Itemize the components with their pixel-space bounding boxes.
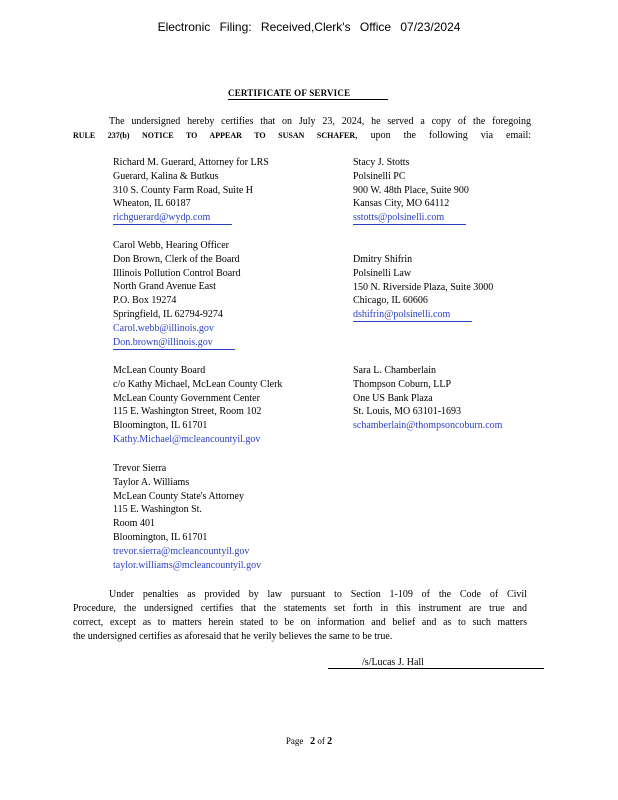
recipient-mclean-board <box>113 364 282 447</box>
recipient-line: McLean County State's Attorney <box>113 490 244 502</box>
email-link[interactable]: Kathy.Michael@mcleancountyil.gov <box>113 433 261 445</box>
recipient-line: One US Bank Plaza <box>353 392 433 404</box>
closing-line: the undersigned certifies as aforesaid that he verily believes the same to be true. <box>73 631 393 642</box>
recipient-shifrin <box>353 253 493 322</box>
recipient-line: McLean County Board <box>113 365 206 376</box>
email-link[interactable]: trevor.sierra@mcleancountyil.gov <box>113 545 250 557</box>
intro-line-1: The undersigned hereby certifies that on July 23, 2024, he served a copy of the foregoing <box>109 116 531 127</box>
email-link[interactable]: sstotts@polsinelli.com <box>353 212 466 225</box>
document-title: CERTIFICATE OF SERVICE <box>228 88 388 100</box>
recipient-line: Richard M. Guerard, Attorney for LRS <box>113 157 269 168</box>
recipient-line: 310 S. County Farm Road, Suite H <box>113 184 254 196</box>
recipient-line: Room 401 <box>113 518 155 530</box>
intro-line-2 <box>73 129 531 143</box>
recipient-line: Wheaton, IL 60187 <box>113 198 191 210</box>
recipient-pollution-board <box>113 239 241 350</box>
filing-stamp: Electronic Filing: Received,Clerk's Office 07/23/2024 <box>157 20 461 34</box>
email-link[interactable]: schamberlain@thompsoncoburn.com <box>353 420 503 432</box>
recipient-line: Trevor Sierra <box>113 463 167 474</box>
recipient-line: c/o Kathy Michael, McLean County Clerk <box>113 378 283 390</box>
recipient-line: 150 N. Riverside Plaza, Suite 3000 <box>353 281 494 293</box>
recipient-line: Dmitry Shifrin <box>353 254 413 265</box>
recipient-state-attorney <box>113 462 261 572</box>
recipient-line: Kansas City, MO 64112 <box>353 198 450 210</box>
signature-line: /s/Lucas J. Hall <box>328 657 544 669</box>
recipient-line: Bloomington, IL 61701 <box>113 420 208 432</box>
recipient-line: 900 W. 48th Place, Suite 900 <box>353 184 469 196</box>
recipient-line: Chicago, IL 60606 <box>353 295 428 307</box>
recipient-line: Bloomington, IL 61701 <box>113 531 208 543</box>
email-link[interactable]: taylor.williams@mcleancountyil.gov <box>113 559 262 571</box>
recipient-line: McLean County Government Center <box>113 392 260 404</box>
recipient-line: Springfield, IL 62794-9274 <box>113 308 223 320</box>
email-link[interactable]: Carol.webb@illinois.gov <box>113 322 214 334</box>
closing-line: Procedure, the undersigned certifies that the statements set forth in this instrument are true and <box>73 603 527 614</box>
recipient-line: Illinois Pollution Control Board <box>113 267 241 279</box>
recipient-line: Taylor A. Williams <box>113 476 190 488</box>
certification-paragraph <box>73 588 527 644</box>
email-link[interactable]: dshifrin@polsinelli.com <box>353 309 472 322</box>
recipient-line: Stacy J. Stotts <box>353 157 410 168</box>
recipient-line: 115 E. Washington St. <box>113 504 202 516</box>
recipient-chamberlain <box>353 364 502 433</box>
intro-line-2-rest: , upon the following via email: <box>355 130 532 141</box>
closing-line: correct, except as to matters herein stated to be on information and belief and as to such matters <box>73 617 527 628</box>
recipient-line: 115 E. Washington Street, Room 102 <box>113 406 262 418</box>
email-link[interactable]: richguerard@wydp.com <box>113 212 232 225</box>
recipient-line: Don Brown, Clerk of the Board <box>113 253 240 265</box>
page-of-label: of <box>317 736 325 746</box>
page-number: 2 <box>310 736 316 747</box>
recipient-line: Guerard, Kalina & Butkus <box>113 170 219 182</box>
recipient-stotts <box>353 156 469 225</box>
recipient-line: Thompson Coburn, LLP <box>353 378 452 390</box>
recipient-line: Polsinelli Law <box>353 267 412 279</box>
page-total: 2 <box>327 736 333 747</box>
closing-line: Under penalties as provided by law pursuant to Section 1-109 of the Code of Civil <box>109 589 527 600</box>
email-link[interactable]: Don.brown@illinois.gov <box>113 337 235 350</box>
recipient-guerard <box>113 156 269 225</box>
recipient-line: Sara L. Chamberlain <box>353 365 437 376</box>
page-label: Page <box>285 736 304 746</box>
recipient-line: North Grand Avenue East <box>113 281 216 293</box>
recipient-line: P.O. Box 19274 <box>113 295 177 307</box>
recipient-line: Polsinelli PC <box>353 170 406 182</box>
recipient-line: St. Louis, MO 63101-1693 <box>353 406 462 418</box>
page-footer <box>0 736 618 747</box>
recipient-line: Carol Webb, Hearing Officer <box>113 240 230 251</box>
rule-notice-title: RULE 237(b) NOTICE TO APPEAR TO SUSAN SCHAFER <box>73 131 356 140</box>
